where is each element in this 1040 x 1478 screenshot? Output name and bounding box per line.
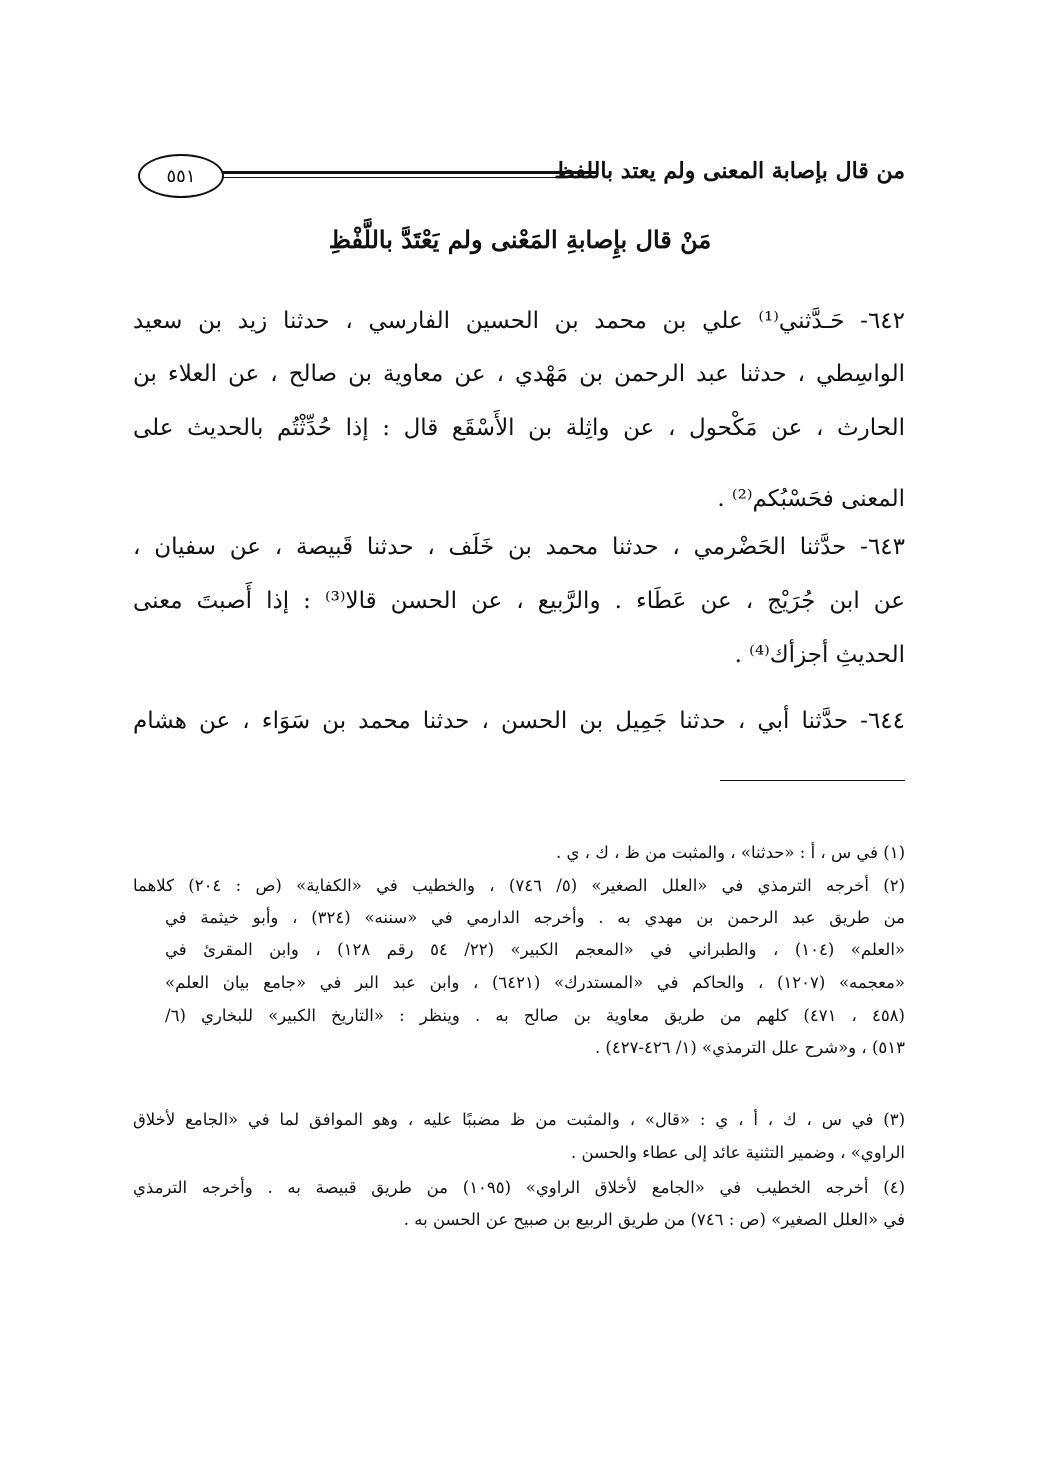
- main-line: عن ابن جُرَيْج ، عن عَطَاء . والرَّبيع ، عن الحسن قالا⁽³⁾ : إذا أَصبتَ معنى: [133, 588, 906, 614]
- footnote-line: ٥١٣) ، و«شرح علل الترمذي» (١/ ٤٢٦-٤٢٧) .: [594, 1038, 905, 1057]
- footnote-line: من طريق عبد الرحمن بن مهدي به . وأخرجه الدارمي في «سننه» (٣٢٤) ، وأبو خيثمة في: [165, 908, 905, 927]
- main-line: ٦٤٢- حَـدَّثني⁽¹⁾ علي بن محمد بن الحسين الفارسي ، حدثنا زيد بن سعيد: [133, 308, 905, 334]
- main-line: الحارث ، عن مَكْحول ، عن واثِلة بن الأَسْقَع قال : إذا حُدِّثْتُم بالحديث على: [133, 415, 905, 441]
- running-header-title: من قال بإصابة المعنى ولم يعتد باللفظ: [554, 158, 905, 184]
- main-line: ٦٤٣- حدَّثنا الحَضْرمي ، حدثنا محمد بن خَلَف ، حدثنا قَبيصة ، عن سفيان ،: [133, 534, 905, 560]
- main-line: الحديثِ أجزأك⁽⁴⁾ .: [734, 642, 905, 668]
- footnote-line: «معجمه» (١٢٠٧) ، والحاكم في «المستدرك» (٦٤٢١) ، وابن عبد البر في «جامع بيان العلم»: [165, 973, 905, 992]
- main-line: المعنى فحَسْبُكم⁽²⁾ .: [717, 486, 905, 512]
- footnote-line: (٣) في س ، ك ، أ ، ي : «قال» ، والمثبت من ظ مضببًا عليه ، وهو الموافق لما في «الجامع لأخلاق: [133, 1110, 905, 1129]
- footnote-line: (٤٥٨ ، ٤٧١) كلهم من طريق معاوية بن صالح به . وينظر : «التاريخ الكبير» للبخاري (٦/: [165, 1006, 905, 1025]
- footnote-line: (١) في س ، أ : «حدثنا» ، والمثبت من ظ ، ك ، ي .: [556, 843, 905, 862]
- footnote-line: (٢) أخرجه الترمذي في «العلل الصغير» (٥/ ٧٤٦) ، والخطيب في «الكفاية» (ص : ٢٠٤) كلاهما: [133, 876, 905, 895]
- page-number: ٥٥١: [166, 165, 196, 187]
- footnote-separator: [720, 780, 905, 781]
- header-double-rule: [222, 171, 597, 178]
- footnote-line: «العلم» (١٠٤) ، والطبراني في «المعجم الكبير» (٢٢/ ٥٤ رقم ١٢٨) ، وابن المقرئ في: [165, 940, 906, 959]
- main-line: ٦٤٤- حدَّثنا أبي ، حدثنا جَمِيل بن الحسن ، حدثنا محمد بن سَوَاء ، عن هشام: [133, 708, 905, 734]
- footnote-line: الراوي» ، وضمير التثنية عائد إلى عطاء والحسن .: [571, 1143, 905, 1162]
- main-line: الواسِطي ، حدثنا عبد الرحمن بن مَهْدي ، عن معاوية بن صالح ، عن العلاء بن: [133, 361, 905, 387]
- footnote-line: في «العلل الصغير» (ص : ٧٤٦) من طريق الربيع بن صبيح عن الحسن به .: [403, 1210, 905, 1229]
- chapter-title: مَنْ قال بإِصابةِ المَعْنى ولم يَعْتَدَّ باللَّفْظِ: [328, 225, 712, 254]
- page-number-oval: [138, 154, 224, 198]
- footnote-line: (٤) أخرجه الخطيب في «الجامع لأخلاق الراوي» (١٠٩٥) من طريق قبيصة به . وأخرجه الترمذي: [133, 1178, 905, 1197]
